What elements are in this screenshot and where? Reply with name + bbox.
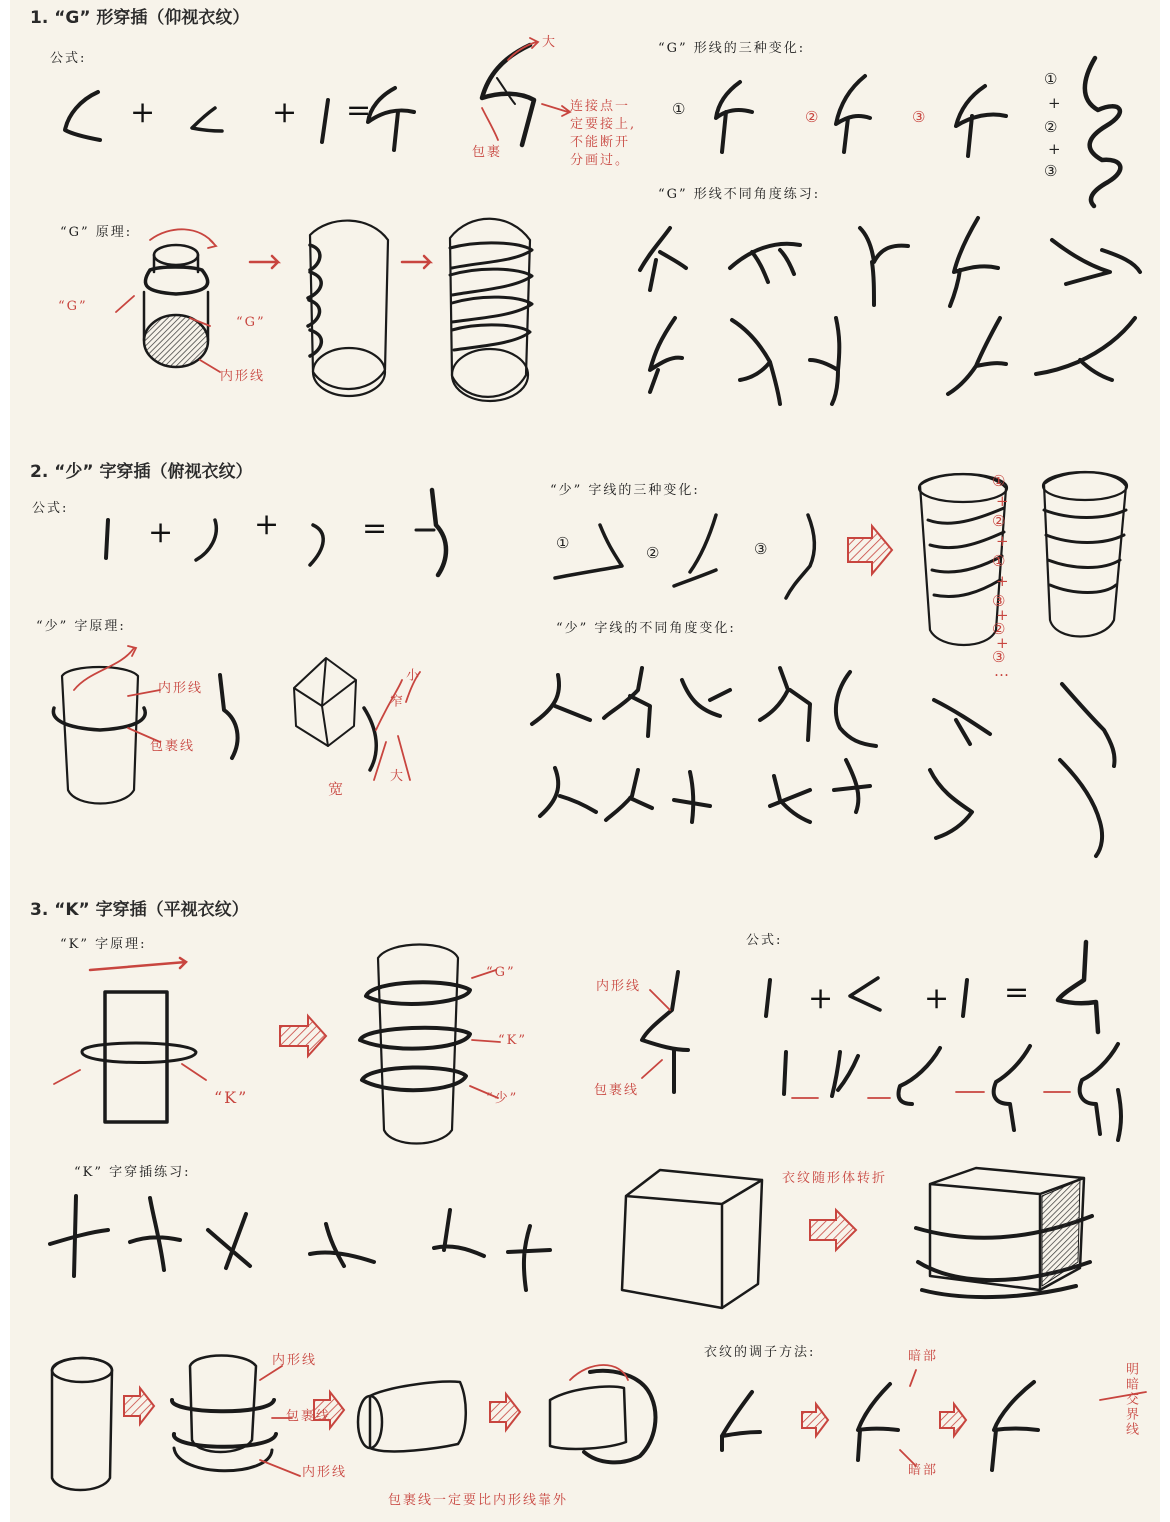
practice-g-6 [650,318,682,392]
s3-dark-1: 暗部 [908,1349,939,1364]
s1-practice-title: “G” 形线不同角度练习: [658,187,821,202]
practice-g-5 [1052,240,1140,284]
s2-variant-num-2: ② [646,544,660,562]
arrow-s2 [848,526,892,574]
formula2-curve2 [310,525,323,565]
s3-principle-label: “K” 字原理: [60,937,147,952]
practice-g-8 [810,318,839,404]
s2-seq-11: ③ [992,648,1006,666]
study-sheet [10,0,1160,1522]
house-sketch [294,658,356,746]
s2-plus-1: + [148,515,174,550]
s2-seq-6: + [996,572,1009,590]
s1-principle-label: “G” 原理: [60,225,133,240]
s1-note-3: 不能断开 [570,135,631,150]
variant-3 [956,86,1006,156]
s1-g-left: “G” [58,299,88,314]
s3-inner-label-2: 内形线 [272,1353,318,1368]
s1-g-right: “G” [236,315,266,330]
s3-plus-1: + [808,981,834,1016]
s1-equals: = [346,93,372,128]
s2-equals: = [362,511,388,546]
s3-inner-label-3: 内形线 [302,1465,348,1480]
s2-seq-8: + [996,606,1009,624]
formula-stroke-lt [192,108,222,131]
section2-title: 2. “少” 字穿插（俯视衣纹） [30,462,253,482]
practice-g-3 [860,228,908,305]
s1-plus-2: + [272,95,298,130]
s3-s-label: “少” [486,1091,519,1106]
s3-bottom-note: 包裹线一定要比内形线靠外 [388,1493,569,1508]
cube [622,1170,762,1308]
practice-g-9 [948,318,1006,394]
s2-seq-4: + [996,532,1009,550]
s2-wrap-label: 包裹线 [150,739,196,754]
cylinder-1 [310,221,388,389]
wrapped-lying [550,1387,626,1449]
s3-tone-title: 衣纹的调子方法: [704,1345,816,1360]
s1-variants-title: “G” 形线的三种变化: [658,41,806,56]
s2-house-small: 小 [403,668,418,683]
practice-g-4 [950,218,998,306]
s-variant-2 [674,515,716,586]
s1-formula-label: 公式: [50,51,87,66]
s1-seq-5: ③ [1044,162,1058,180]
s2-variant-num-1: ① [556,534,570,552]
s3-equals: = [1004,975,1030,1010]
s1-wrap-label: 包裹 [472,145,503,160]
s1-variant-num-2: ② [805,108,819,126]
k-wrap-shape [642,972,688,1092]
s3-plus-2: + [924,981,950,1016]
s2-principle-label: “少” 字原理: [36,619,126,634]
variant-2 [836,76,870,152]
s2-plus-2: + [254,507,280,542]
s3-inner-label: 内形线 [596,979,642,994]
k-formula-result [1058,942,1098,1032]
s2-house-wide: 宽 [328,780,346,798]
s2-inner-label: 内形线 [158,681,204,696]
s3-g-label: “G” [486,965,516,980]
formula2-curve1 [196,520,216,560]
s3-wrap-label-2: 包裹线 [286,1409,332,1424]
s3-box-note: 衣纹随形体转折 [782,1171,888,1186]
s1-seq-1: ① [1044,70,1058,88]
variant-1 [716,82,752,152]
s2-house-big: 大 [390,769,406,784]
s1-variant-num-3: ③ [912,108,926,126]
s1-note-1: 连接点一 [570,99,631,114]
s1-seq-3: ② [1044,118,1058,136]
s1-note-4: 分画过。 [570,153,631,168]
s2-seq-3: ② [992,512,1006,530]
arrow-b3 [490,1394,520,1430]
section3-title: 3. “K” 字穿插（平视衣纹） [30,900,249,920]
s2-seq-7: ③ [992,592,1006,610]
s2-seq-9: ② [992,620,1006,638]
s2-angles-title: “少” 字线的不同角度变化: [556,621,736,636]
s1-variant-num-1: ① [672,100,686,118]
s2-variant-num-3: ③ [754,540,768,558]
formula-result-g [368,88,414,150]
s1-inner-label: 内形线 [220,369,266,384]
principle-top [154,245,198,265]
s2-formula-label: 公式: [32,501,69,516]
s3-k-label: “K” [214,1088,249,1107]
sketch-canvas [10,0,1160,1522]
s3-boundary: 明暗交界线 [1123,1362,1138,1437]
formula-stroke-line [322,100,328,142]
k-principle-block [105,992,167,1122]
s2-seq-2: + [996,492,1009,510]
arrow-b1 [124,1388,154,1424]
lying-cylinder [370,1382,466,1452]
formula-stroke-c [65,92,100,140]
section1-title: 1. “G” 形穿插（仰视衣纹） [30,8,250,28]
s3-formula-label: 公式: [746,933,783,948]
s2-seq-1: ① [992,472,1006,490]
s2-variants-title: “少” 字线的三种变化: [550,483,700,498]
principle-base [144,315,208,367]
s2-house-narrow: 窄 [387,694,402,709]
s3-practice-title: “K” 字穿插练习: [74,1165,191,1180]
g-sequence-spiral [1085,58,1120,206]
arrow-box [810,1210,856,1250]
s-principle-cup [62,667,138,804]
practice-g-7 [732,320,780,404]
s1-plus-1: + [130,95,156,130]
practice-g-10 [1036,318,1135,380]
s2-seq-5: ① [992,552,1006,570]
s1-top-note: 大 [542,35,558,50]
formula2-line [106,520,108,558]
s-variant-3 [786,515,814,598]
arrow-t2 [940,1404,966,1436]
s1-seq-4: + [1048,140,1061,158]
arrow-k1 [280,1016,326,1056]
s1-seq-2: + [1048,94,1061,112]
s2-seq-12: … [994,662,1009,680]
s2-seq-10: + [996,634,1009,652]
wrapped-cylinder [190,1356,256,1453]
s3-k-label-2: “K” [498,1033,528,1048]
s3-dark-2: 暗部 [908,1463,939,1478]
s1-note-2: 定要接上, [570,117,637,132]
arrow-t1 [802,1404,828,1436]
practice-g-1 [640,228,686,290]
s3-wrap-label: 包裹线 [594,1083,640,1098]
formula2-result [432,490,446,575]
practice-g-2 [730,244,800,282]
